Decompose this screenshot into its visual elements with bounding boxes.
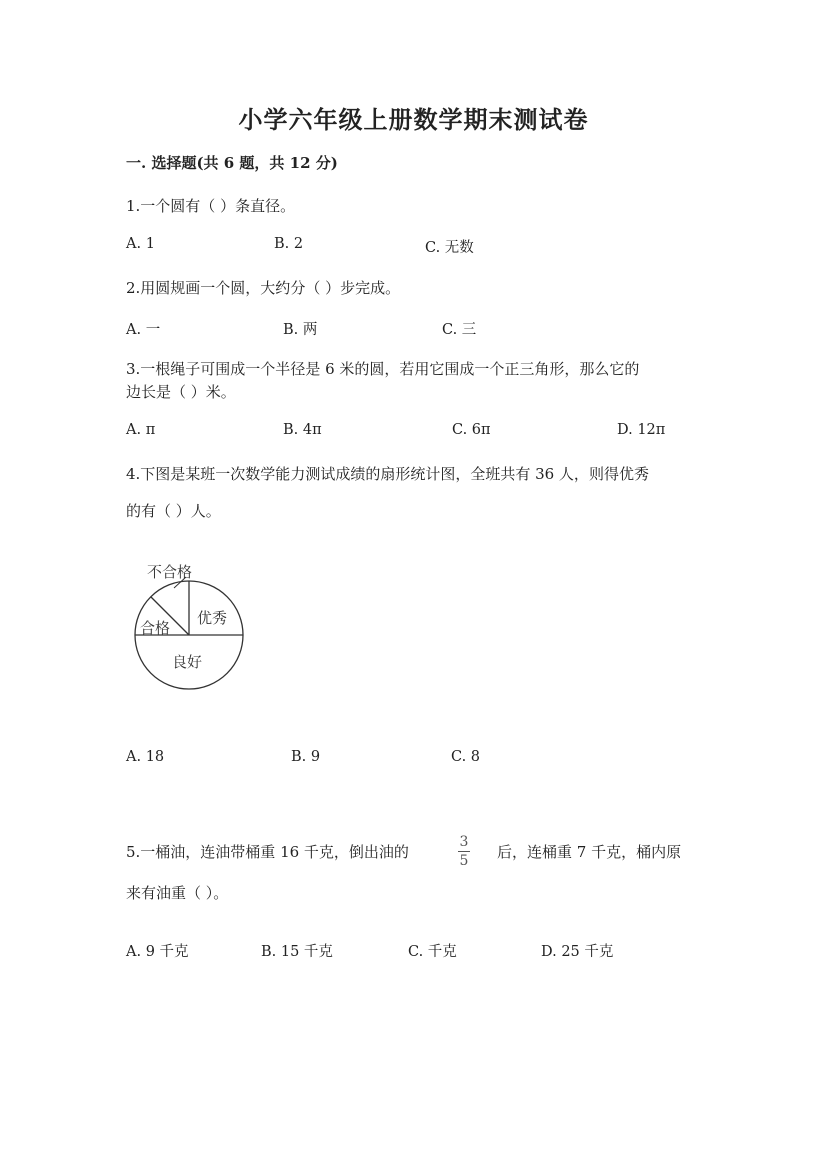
question-3-option-a[interactable]: A. π [126, 422, 156, 438]
question-4-option-b[interactable]: B. 9 [291, 749, 321, 765]
question-4-stem-line1: 4.下图是某班一次数学能力测试成绩的扇形统计图，全班共有 36 人，则得优秀 [126, 465, 649, 483]
question-3-stem-line1: 3.一根绳子可围成一个半径是 6 米的圆，若用它围成一个正三角形，那么它的 [126, 360, 640, 378]
question-5-stem-line2: 来有油重（ ）。 [126, 884, 229, 902]
question-5-option-c[interactable]: C. 千克 [408, 944, 457, 960]
question-5-stem-part2: 后，连桶重 7 千克，桶内原 [497, 843, 682, 861]
pie-label-fail: 不合格 [147, 563, 193, 581]
question-3-stem-line2: 边长是（ ）米。 [126, 383, 236, 401]
question-4-stem-line2: 的有（ ）人。 [126, 502, 221, 520]
pie-chart [126, 555, 256, 700]
question-5-option-d[interactable]: D. 25 千克 [541, 944, 614, 960]
question-5-option-a[interactable]: A. 9 千克 [126, 944, 189, 960]
question-4-option-a[interactable]: A. 18 [126, 749, 165, 765]
pie-label-pass: 合格 [140, 619, 171, 637]
question-5-option-b[interactable]: B. 15 千克 [261, 944, 333, 960]
question-2-stem: 2.用圆规画一个圆，大约分（ ）步完成。 [126, 279, 401, 297]
question-3-option-b[interactable]: B. 4π [283, 422, 322, 438]
section-heading: 一. 选择题(共 6 题，共 12 分) [126, 154, 338, 172]
question-4-option-c[interactable]: C. 8 [451, 749, 481, 765]
fraction-numerator: 3 [459, 834, 469, 850]
question-3-option-d[interactable]: D. 12π [617, 422, 666, 438]
fraction-denominator: 5 [459, 853, 469, 869]
page-title: 小学六年级上册数学期末测试卷 [238, 105, 589, 134]
pie-label-good: 良好 [172, 653, 203, 671]
question-1-option-a[interactable]: A. 1 [126, 236, 155, 252]
question-5-stem-part1: 5.一桶油，连油带桶重 16 千克，倒出油的 [126, 843, 409, 861]
question-1-stem: 1.一个圆有（ ）条直径。 [126, 197, 296, 215]
question-2-option-c[interactable]: C. 三 [442, 322, 477, 338]
question-3-option-c[interactable]: C. 6π [452, 422, 491, 438]
fraction-three-fifths [452, 835, 476, 868]
fraction-bar [458, 851, 470, 852]
question-2-option-b[interactable]: B. 两 [283, 322, 318, 338]
question-1-option-c[interactable]: C. 无数 [425, 240, 474, 256]
question-1-option-b[interactable]: B. 2 [274, 236, 304, 252]
pie-label-excellent: 优秀 [197, 609, 228, 627]
question-2-option-a[interactable]: A. 一 [126, 322, 161, 338]
